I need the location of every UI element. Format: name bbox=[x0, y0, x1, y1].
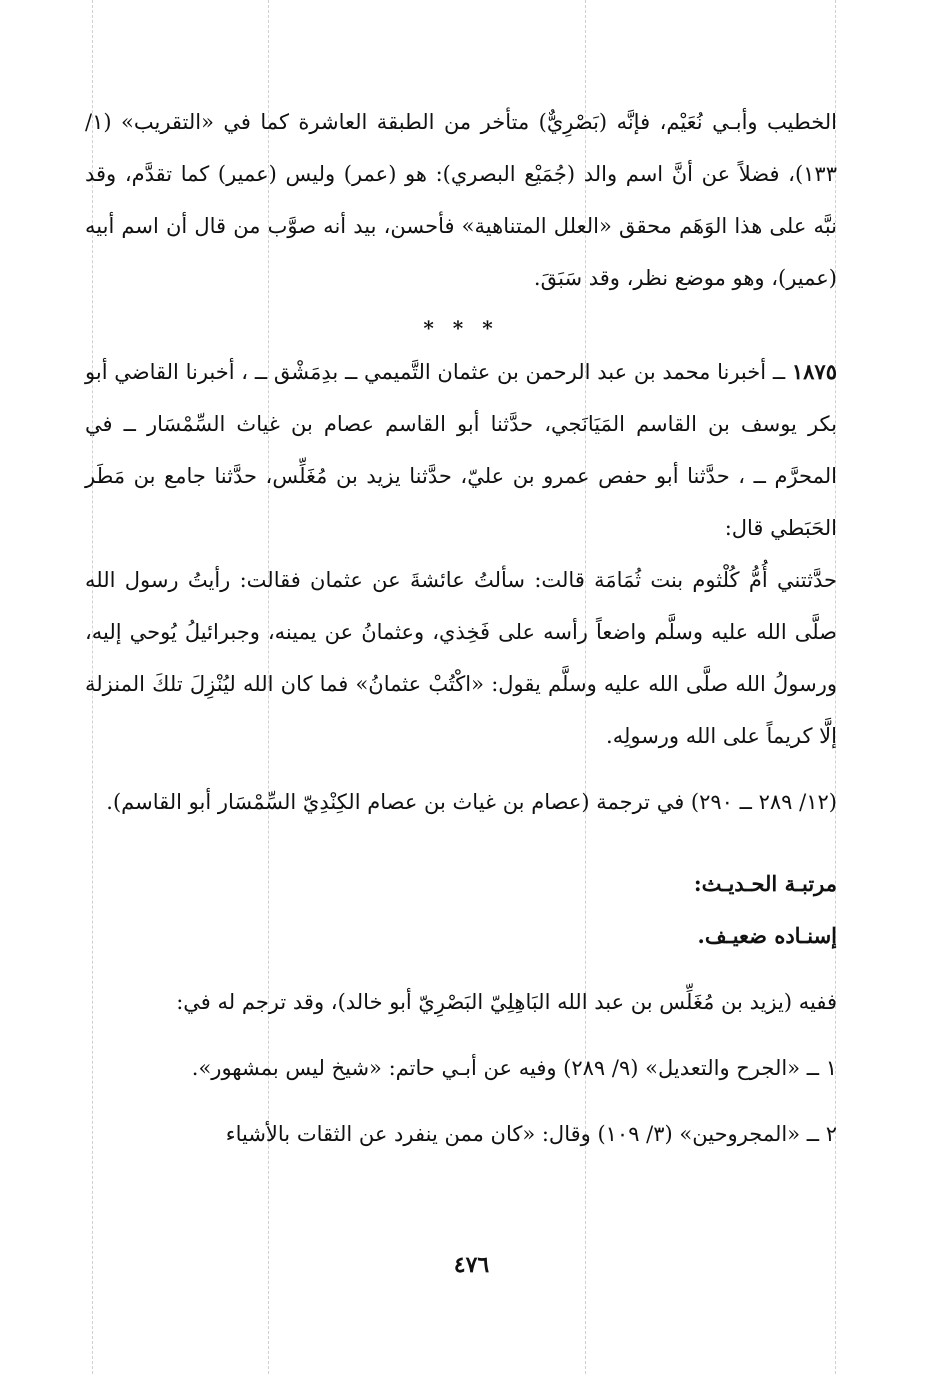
hadith-matn: حدَّثتني أُمُّ كُلْثوم بنت ثُمَامَة قالت: سألتُ عائشةَ عن عثمان فقالت: رأيتُ رسول الله صلَّى الله عليه وسلَّم واضعاً رأسه على فَخِذي، وعثمانُ عن يمينه، وجبرائيلُ يُوحي إليه، ورسولُ الله صلَّى الله عليه وسلَّم يقول: «اكْتُبْ عثمانُ» فما كان الله ليُنْزِلَ تلكَ المنزلة إلَّا كريماً على الله ورسولِه. bbox=[85, 568, 837, 748]
list-item: ١ ــ «الجرح والتعديل» (٩/ ٢٨٩) وفيه عن أبـي حاتم: «شيخ ليس بمشهور». bbox=[191, 1056, 837, 1080]
paragraph-continuation: الخطيب وأبـي نُعَيْم، فإنَّه (بَصْرِيٌّ) متأخر من الطبقة العاشرة كما في «التقريب» (١/ ١٣٣)، فضلاً عن أنَّ اسم والد (جُمَيْع البصري): هو (عمر) وليس (عمير) كما تقدَّم، وقد نبَّه على هذا الوَهَم محقق «العلل المتناهية» فأحسن، بيد أنه صوَّب من قال أن اسم أبيه (عمير)، وهو موضع نظر، وقد سَبَقَ. bbox=[85, 110, 837, 290]
page-body bbox=[85, 96, 837, 1160]
page-number: ٤٧٦ bbox=[453, 1252, 490, 1278]
hadith-chain bbox=[85, 346, 837, 554]
grade-text: إسنـاده ضعيـف. bbox=[697, 923, 837, 948]
grade-heading: مرتبـة الحـديـث: bbox=[693, 871, 837, 896]
hadith-number: ١٨٧٥ bbox=[791, 359, 837, 384]
section-separator: * * * bbox=[423, 316, 499, 340]
source-reference: (١٢/ ٢٨٩ ــ ٢٩٠) في ترجمة (عصام بن غياث بن عصام الكِنْدِيّ السِّمْسَار أبو القاسم). bbox=[106, 790, 837, 814]
hadith-isnad: ــ أخبرنا محمد بن عبد الرحمن بن عثمان التَّميمي ــ بدِمَشْق ــ ، أخبرنا القاضي أبو بكر يوسف بن القاسم المَيَانَجي، حدَّثنا أبو القاسم عصام بن غياث السِّمْسَار ــ في المحرَّم ــ ، حدَّثنا أبو حفص عمرو بن عليّ، حدَّثنا يزيد بن مُغَلِّس، حدَّثنا جامع بن مَطَر الحَبَطي قال: bbox=[85, 360, 837, 540]
list-item: ٢ ــ «المجروحين» (٣/ ١٠٩) وقال: «كان ممن ينفرد عن الثقات بالأشياء bbox=[225, 1122, 837, 1146]
narrator-paragraph: ففيه (يزيد بن مُغَلِّس بن عبد الله البَاهِلِيّ البَصْرِيّ أبو خالد)، وقد ترجم له في: bbox=[176, 990, 837, 1014]
